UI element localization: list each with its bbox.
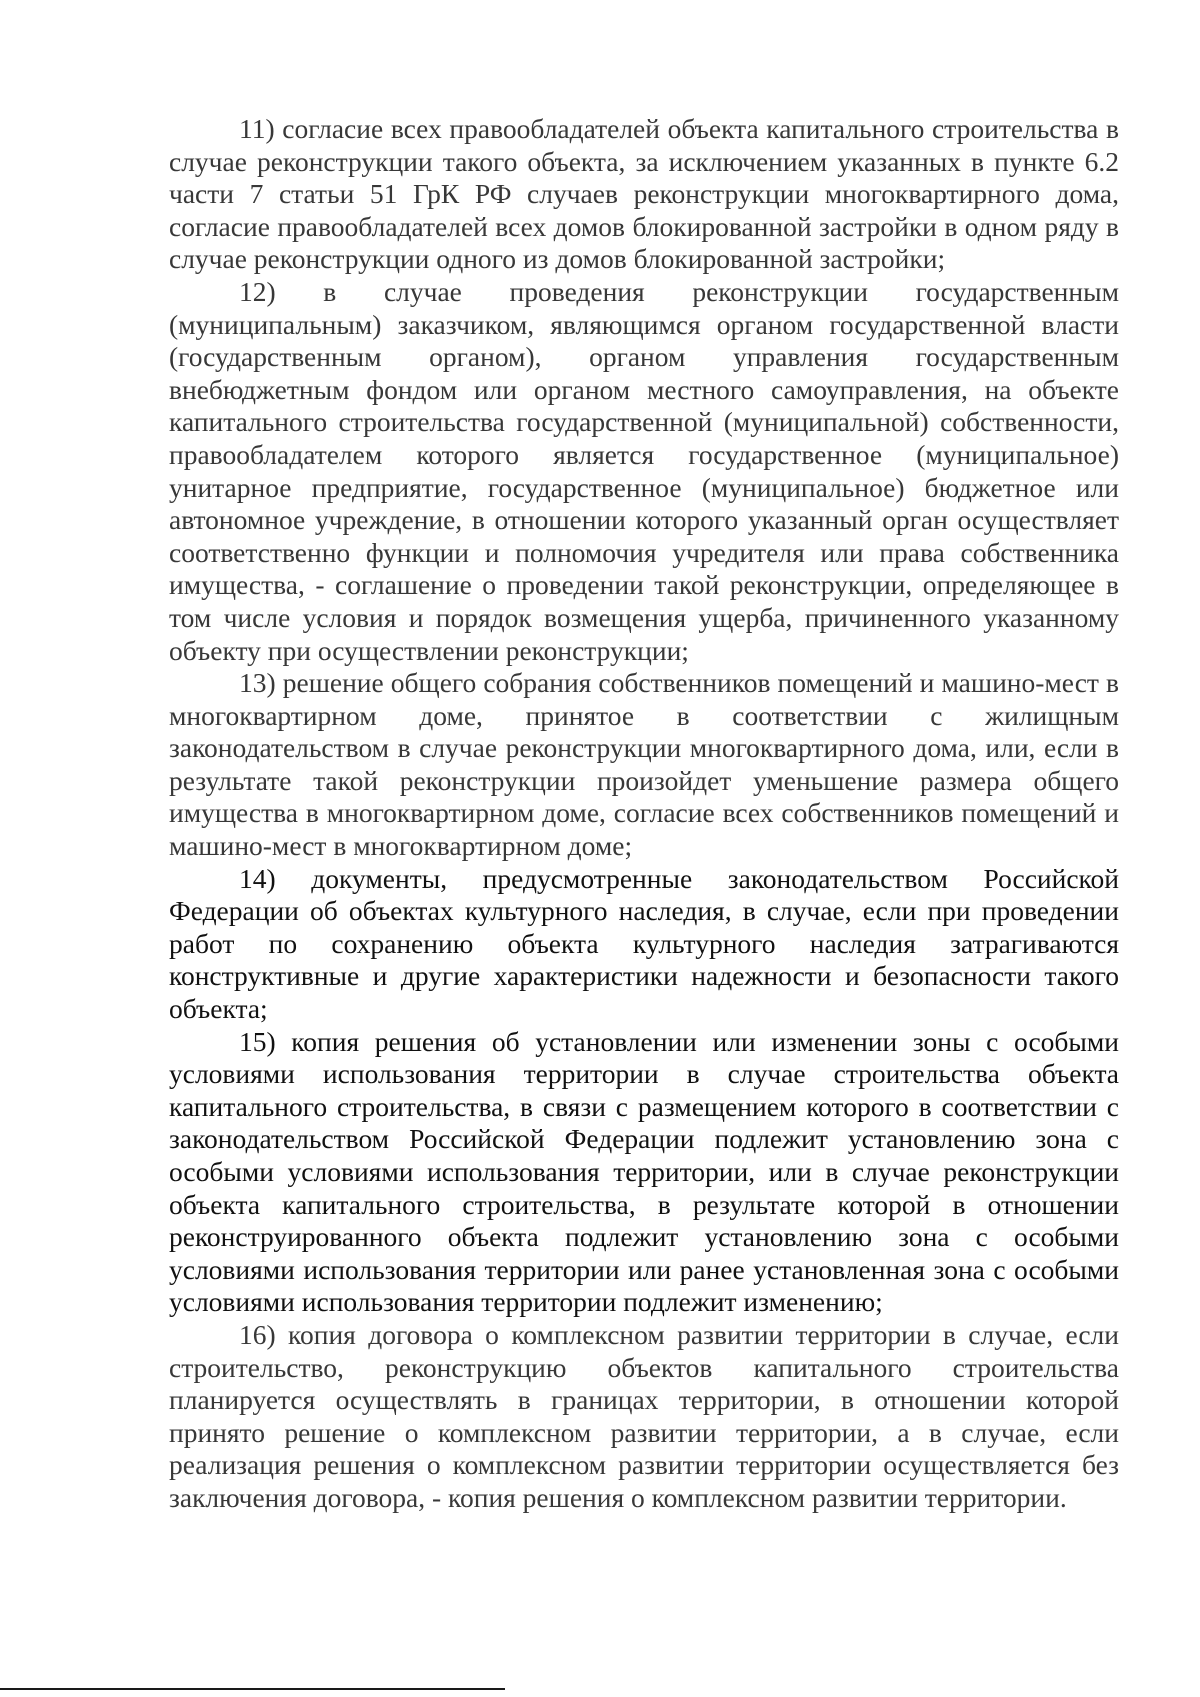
paragraph-item-15: 15) копия решения об установлении или изменении зоны с особыми условиями использования территории в случае строительства объекта капитального строительства, в связи с размещением которого в соответствии с законодательством Российской Федерации подлежит установлению зона с особыми условиями использования территории, или в случае реконструкции объекта капитального строительства, в результате которой в отношении реконструированного объекта подлежит установлению зона с особыми условиями использования территории или ранее установленная зона с особыми условиями использования территории подлежит изменению; [169, 1025, 1119, 1318]
paragraph-item-12: 12) в случае проведения реконструкции государственным (муниципальным) заказчиком, являющимся органом государственной власти (государственным органом), органом управления государственным внебюджетным фондом или органом местного самоуправления, на объекте капитального строительства государственной (муниципальной) собственности, правообладателем которого является государственное (муниципальное) унитарное предприятие, государственное (муниципальное) бюджетное или автономное учреждение, в отношении которого указанный орган осуществляет соответственно функции и полномочия учредителя или права собственника имущества, - соглашение о проведении такой реконструкции, определяющее в том числе условия и порядок возмещения ущерба, причиненного указанному объекту при осуществлении реконструкции; [169, 275, 1119, 666]
document-body [169, 113, 1119, 1515]
paragraph-item-14: 14) документы, предусмотренные законодательством Российской Федерации об объектах культурного наследия, в случае, если при проведении работ по сохранению объекта культурного наследия затрагиваются конструктивные и другие характеристики надежности и безопасности такого объекта; [169, 862, 1119, 1025]
paragraph-item-13: 13) решение общего собрания собственников помещений и машино-мест в многоквартирном доме, принятое в соответствии с жилищным законодательством в случае реконструкции многоквартирного дома, или, если в результате такой реконструкции произойдет уменьшение размера общего имущества в многоквартирном доме, согласие всех собственников помещений и машино-мест в многоквартирном доме; [169, 667, 1119, 862]
paragraph-item-11: 11) согласие всех правообладателей объекта капитального строительства в случае реконструкции такого объекта, за исключением указанных в пункте 6.2 части 7 статьи 51 ГрК РФ случаев реконструкции многоквартирного дома, согласие правообладателей всех домов блокированной застройки в одном ряду в случае реконструкции одного из домов блокированной застройки; [169, 113, 1119, 275]
paragraph-item-16: 16) копия договора о комплексном развитии территории в случае, если строительство, реконструкцию объектов капитального строительства планируется осуществлять в границах территории, в отношении которой принято решение о комплексном развитии территории, а в случае, если реализация решения о комплексном развитии территории осуществляется без заключения договора, - копия решения о комплексном развитии территории. [169, 1318, 1119, 1513]
footer-rule-divider [0, 1688, 505, 1690]
